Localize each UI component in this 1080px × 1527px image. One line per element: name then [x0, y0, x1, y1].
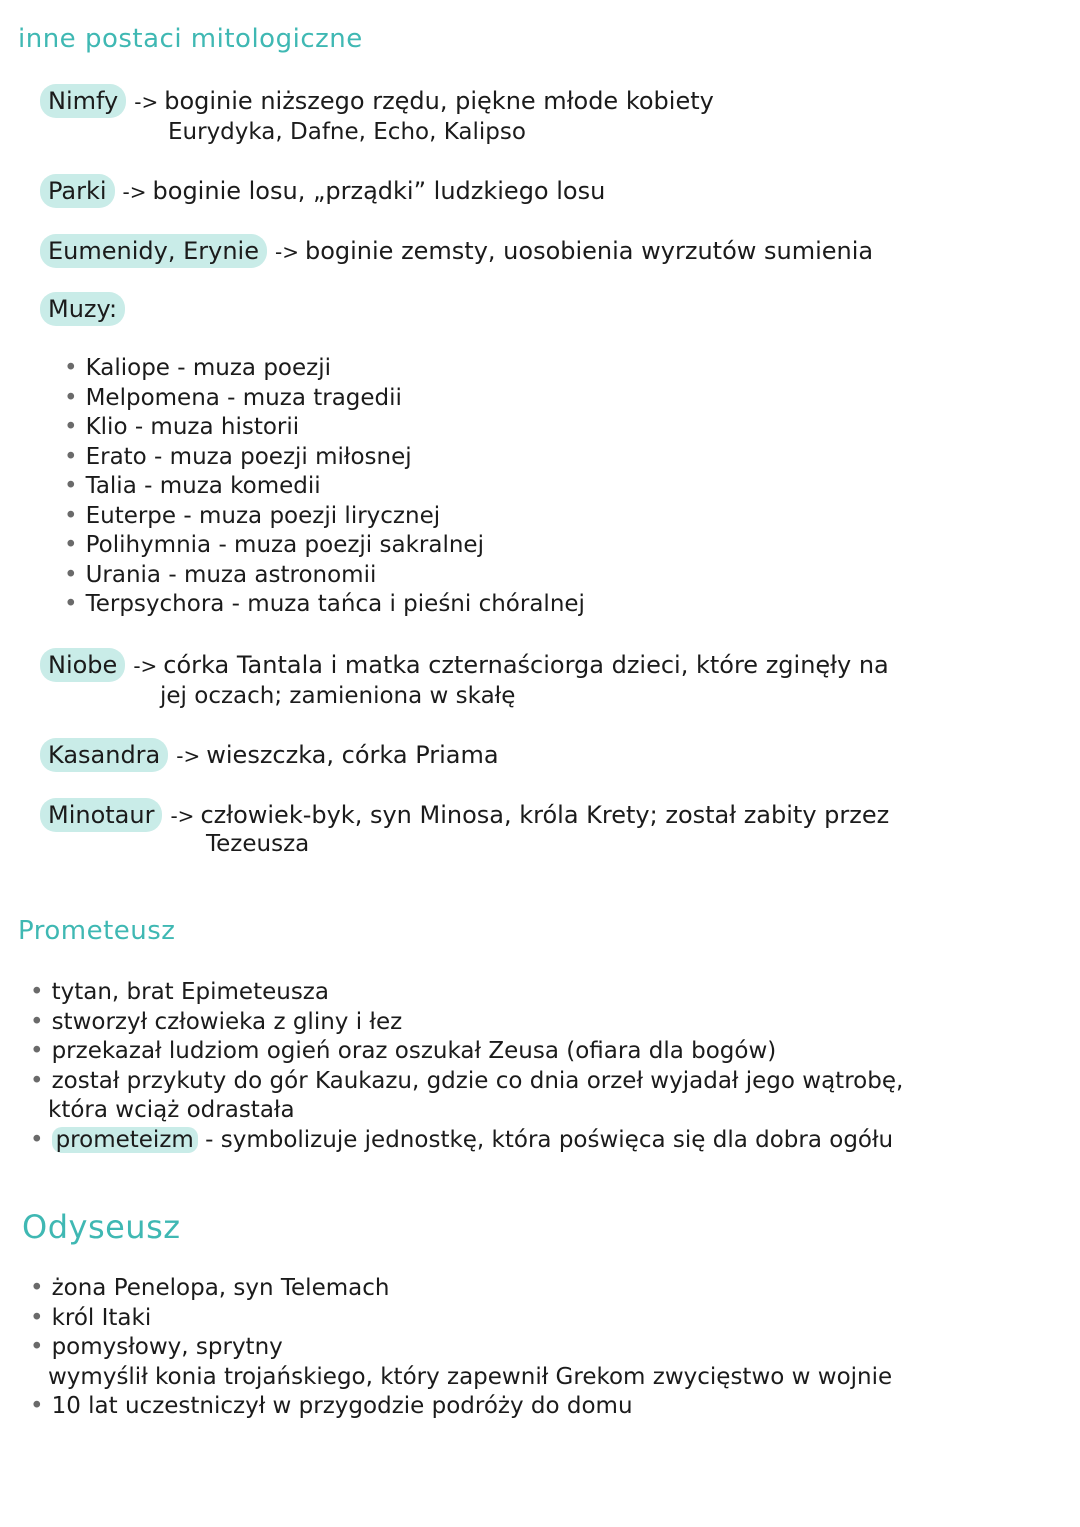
list-item: • 10 lat uczestniczył w przygodzie podróży do domu: [30, 1393, 633, 1419]
muzy-section: [40, 292, 125, 326]
arrow-icon: ->: [134, 90, 159, 114]
list-item: • Polihymnia - muza poezji sakralnej: [64, 532, 484, 558]
prometeusz-list: [30, 978, 903, 1155]
entry-eumenidy: [40, 234, 873, 268]
term-label: Minotaur: [40, 798, 162, 832]
term-label: Parki: [40, 174, 115, 208]
list-item: • Euterpe - muza poezji lirycznej: [64, 502, 441, 529]
term-label: Eumenidy, Erynie: [40, 234, 267, 268]
list-item: • przekazał ludziom ogień oraz oszukał Zeusa (ofiara dla bogów): [30, 1038, 777, 1064]
highlight-term: prometeizm: [52, 1127, 198, 1153]
muzy-list: [64, 354, 585, 620]
entry-nimfy: [40, 84, 714, 118]
entry-text-cont: Eurydyka, Dafne, Echo, Kalipso: [168, 119, 526, 145]
odyseusz-list: [30, 1274, 892, 1422]
list-item: • Melpomena - muza tragedii: [64, 384, 402, 411]
term-label: Muzy:: [40, 292, 125, 326]
entry-text-cont: Tezeusza: [206, 831, 310, 857]
list-item: • Erato - muza poezji miłosnej: [64, 443, 412, 470]
list-item: • żona Penelopa, syn Telemach: [30, 1275, 390, 1301]
list-item: • prometeizm - symbolizuje jednostkę, która poświęca się dla dobra ogółu: [30, 1126, 894, 1153]
entry-text-cont: jej oczach; zamieniona w skałę: [160, 683, 516, 709]
arrow-icon: ->: [170, 804, 195, 828]
list-item: • Urania - muza astronomii: [64, 561, 377, 588]
entry-minotaur: [40, 798, 889, 832]
page-title: inne postaci mitologiczne: [18, 24, 363, 54]
list-item: • pomysłowy, sprytny: [30, 1334, 283, 1360]
entry-text: człowiek-byk, syn Minosa, króla Krety; został zabity przez: [200, 801, 890, 829]
entry-text: córka Tantala i matka czternaściorga dzieci, które zginęły na: [163, 651, 889, 679]
arrow-icon: ->: [274, 240, 299, 264]
list-item: • Klio - muza historii: [64, 414, 300, 440]
list-item: • Terpsychora - muza tańca i pieśni chóralnej: [64, 591, 585, 617]
list-item: • tytan, brat Epimeteusza: [30, 979, 329, 1005]
arrow-icon: ->: [176, 744, 201, 768]
entry-text: boginie losu, „prządki” ludzkiego losu: [152, 177, 606, 205]
entry-kasandra: [40, 738, 499, 772]
term-label: Nimfy: [40, 84, 126, 118]
list-item-cont: która wciąż odrastała: [48, 1097, 295, 1123]
list-item: • Talia - muza komedii: [64, 473, 321, 499]
term-label: Niobe: [40, 648, 125, 682]
entry-parki: [40, 174, 605, 208]
section-heading-odyseusz: Odyseusz: [22, 1208, 181, 1246]
list-item: • stworzył człowieka z gliny i łez: [30, 1008, 403, 1035]
entry-niobe: [40, 648, 889, 682]
list-item: • został przykuty do gór Kaukazu, gdzie co dnia orzeł wyjadał jego wątrobę,: [30, 1067, 904, 1094]
entry-text: boginie niższego rzędu, piękne młode kobiety: [164, 87, 714, 115]
entry-text: boginie zemsty, uosobienia wyrzutów sumienia: [304, 237, 874, 265]
term-label: Kasandra: [40, 738, 168, 772]
arrow-icon: ->: [122, 180, 147, 204]
list-item: • Kaliope - muza poezji: [64, 355, 332, 381]
arrow-icon: ->: [133, 654, 158, 678]
list-item-cont: wymyślił konia trojańskiego, który zapewnił Grekom zwycięstwo w wojnie: [48, 1363, 893, 1390]
entry-text: wieszczka, córka Priama: [206, 741, 499, 769]
section-heading-prometeusz: Prometeusz: [18, 916, 176, 946]
list-item: • król Itaki: [30, 1304, 152, 1331]
